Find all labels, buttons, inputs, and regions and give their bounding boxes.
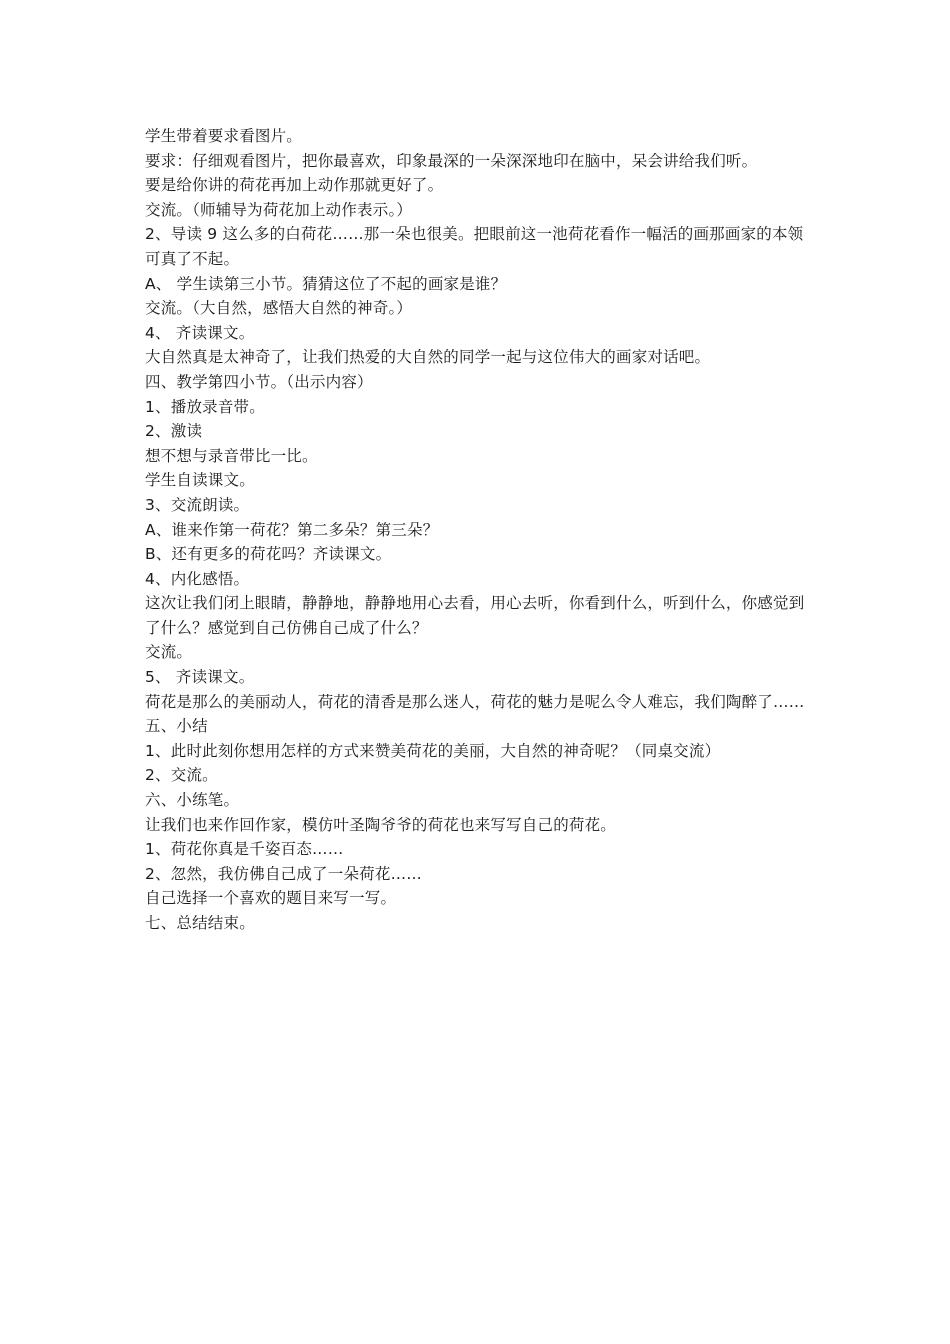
paragraph: 自己选择一个喜欢的题目来写一写。 bbox=[145, 889, 397, 908]
paragraph: 4、 齐读课文。 bbox=[145, 323, 255, 342]
paragraph: 这次让我们闭上眼睛，静静地，静静地用心去看，用心去听，你看到什么，听到什么，你感觉到了什么？感觉到自己仿佛自己成了什么？ bbox=[145, 594, 805, 637]
paragraph: 交流。（大自然，感悟大自然的神奇。） bbox=[145, 299, 413, 318]
paragraph: 3、交流朗读。 bbox=[145, 495, 250, 514]
paragraph: 1、荷花你真是千姿百态…… bbox=[145, 840, 344, 859]
paragraph: 2、激读 bbox=[145, 422, 203, 441]
paragraph: 要是给你讲的荷花再加上动作那就更好了。 bbox=[145, 176, 444, 195]
document-body bbox=[145, 124, 813, 936]
paragraph: 1、此时此刻你想用怎样的方式来赞美荷花的美丽，大自然的神奇呢？（同桌交流） bbox=[145, 741, 721, 760]
paragraph: 想不想与录音带比一比。 bbox=[145, 446, 318, 465]
paragraph: B、还有更多的荷花吗？齐读课文。 bbox=[145, 545, 392, 564]
paragraph: 5、 齐读课文。 bbox=[145, 668, 255, 687]
paragraph: 2、导读 9 这么多的白荷花……那一朵也很美。把眼前这一池荷花看作一幅活的画那画家的本领可真了不起。 bbox=[145, 225, 804, 268]
paragraph: 1、播放录音带。 bbox=[145, 397, 265, 416]
paragraph: 学生带着要求看图片。 bbox=[145, 127, 303, 145]
paragraph: 2、交流。 bbox=[145, 766, 218, 785]
paragraph: 交流。 bbox=[145, 643, 193, 662]
paragraph: 大自然真是太神奇了，让我们热爱的大自然的同学一起与这位伟大的画家对话吧。 bbox=[145, 348, 711, 367]
paragraph: A、谁来作第一荷花？第二多朵？第三朵？ bbox=[145, 520, 439, 539]
section-heading: 六、小练笔。 bbox=[145, 791, 240, 810]
section-heading: 四、教学第四小节。（出示内容） bbox=[145, 372, 373, 391]
section-heading: 五、小结 bbox=[145, 717, 208, 736]
paragraph: 交流。（师辅导为荷花加上动作表示。） bbox=[145, 200, 413, 219]
section-heading: 七、总结结束。 bbox=[145, 914, 255, 932]
paragraph: 学生自读课文。 bbox=[145, 471, 255, 490]
paragraph: A、 学生读第三小节。猜猜这位了不起的画家是谁？ bbox=[145, 274, 507, 293]
paragraph: 荷花是那么的美丽动人，荷花的清香是那么迷人，荷花的魅力是呢么令人难忘，我们陶醉了…… bbox=[145, 692, 805, 711]
paragraph: 让我们也来作回作家，模仿叶圣陶爷爷的荷花也来写写自己的荷花。 bbox=[145, 815, 617, 834]
paragraph: 要求：仔细观看图片，把你最喜欢，印象最深的一朵深深地印在脑中，呆会讲给我们听。 bbox=[145, 151, 758, 170]
paragraph: 4、内化感悟。 bbox=[145, 569, 250, 588]
paragraph: 2、忽然，我仿佛自己成了一朵荷花…… bbox=[145, 864, 422, 883]
